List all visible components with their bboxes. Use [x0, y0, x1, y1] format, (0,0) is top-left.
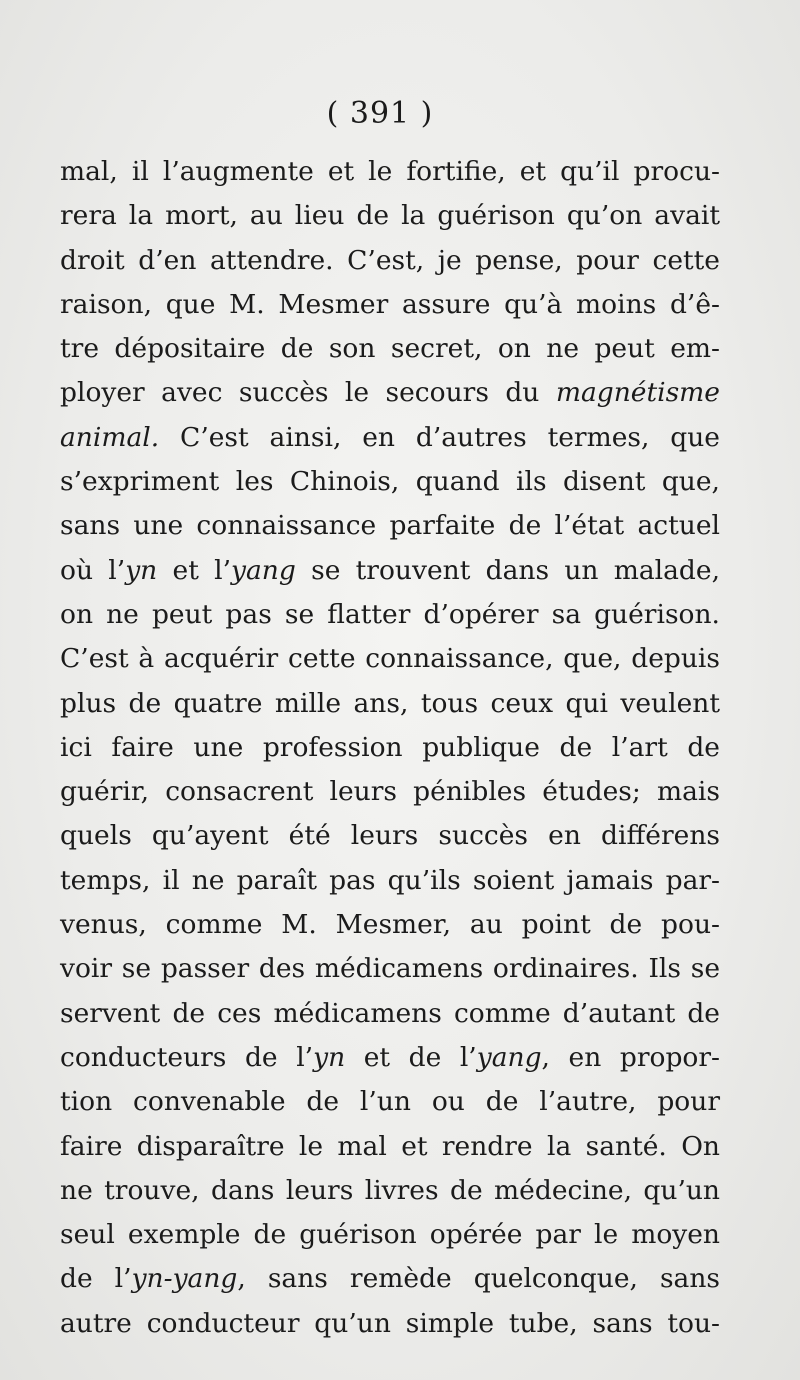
text-line-19: voir se passer des médicamens ordinaires. Ils se — [60, 953, 720, 985]
text-line-27: autre conducteur qu’un simple tube, sans tou- — [60, 1307, 720, 1339]
text-line-13: plus de quatre mille ans, tous ceux qui veulent — [60, 687, 720, 719]
text-line-24: ne trouve, dans leurs livres de médecine, qu’un — [60, 1174, 720, 1206]
italic-term-yn: yn — [125, 554, 158, 586]
text-line-14: ici faire une profession publique de l’art de — [60, 731, 720, 763]
text-line-17: temps, il ne paraît pas qu’ils soient jamais par- — [60, 864, 720, 896]
italic-term-yang: yang — [231, 554, 296, 586]
page-number: ( 391 ) — [326, 96, 434, 131]
text-line-21 — [60, 1036, 720, 1080]
text-line-7-roman: C’est ainsi, en d’autres termes, que — [159, 421, 720, 453]
text-line-10-part-b: et l’ — [157, 554, 232, 586]
italic-term-yang-2: yang — [476, 1041, 542, 1073]
italic-term-yn-2: yn — [313, 1041, 346, 1073]
text-line-2: rera la mort, au lieu de la guérison qu’on avait — [60, 200, 720, 232]
italic-term-magnetisme: magnétisme — [555, 377, 720, 409]
text-line-7 — [60, 416, 720, 460]
italic-term-animal: animal. — [60, 421, 160, 453]
italic-term-yn-yang: yn-yang — [131, 1263, 238, 1295]
body-text — [60, 150, 720, 1346]
text-line-26 — [60, 1257, 720, 1301]
text-line-6 — [60, 371, 720, 415]
text-line-10-part-a: où l’ — [60, 554, 126, 586]
text-line-1: mal, il l’augmente et le fortifie, et qu’il procu- — [60, 156, 720, 187]
text-line-26-part-b: , sans remède quelconque, sans — [237, 1263, 721, 1295]
text-line-16: quels qu’ayent été leurs succès en différens — [60, 820, 720, 852]
text-line-9: sans une connaissance parfaite de l’état actuel — [60, 510, 720, 542]
text-line-11: on ne peut pas se flatter d’opérer sa guérison. — [60, 598, 720, 630]
text-line-22: tion convenable de l’un ou de l’autre, pour — [60, 1086, 720, 1118]
text-line-3: droit d’en attendre. C’est, je pense, pour cette — [60, 244, 720, 276]
text-line-21-part-c: , en propor- — [541, 1041, 720, 1073]
text-line-4: raison, que M. Mesmer assure qu’à moins d’ê- — [60, 288, 720, 320]
text-line-15: guérir, consacrent leurs pénibles études; mais — [60, 776, 720, 808]
text-line-26-part-a: de l’ — [60, 1263, 132, 1295]
text-line-8: s’expriment les Chinois, quand ils disent que, — [60, 466, 720, 498]
text-line-20: servent de ces médicamens comme d’autant de — [60, 997, 720, 1029]
text-line-23: faire disparaître le mal et rendre la santé. On — [60, 1130, 720, 1162]
text-line-21-part-b: et de l’ — [345, 1041, 477, 1073]
text-line-10-part-c: se trouvent dans un malade, — [295, 554, 720, 586]
text-line-12: C’est à acquérir cette connaissance, que, depuis — [60, 643, 720, 675]
text-line-10 — [60, 549, 720, 593]
text-line-21-part-a: conducteurs de l’ — [60, 1041, 314, 1073]
text-line-18: venus, comme M. Mesmer, au point de pou- — [60, 909, 720, 941]
text-line-5: tre dépositaire de son secret, on ne peut em- — [60, 333, 720, 365]
text-line-6-roman: ployer avec succès le secours du — [60, 377, 556, 409]
text-line-25: seul exemple de guérison opérée par le moyen — [60, 1219, 720, 1251]
